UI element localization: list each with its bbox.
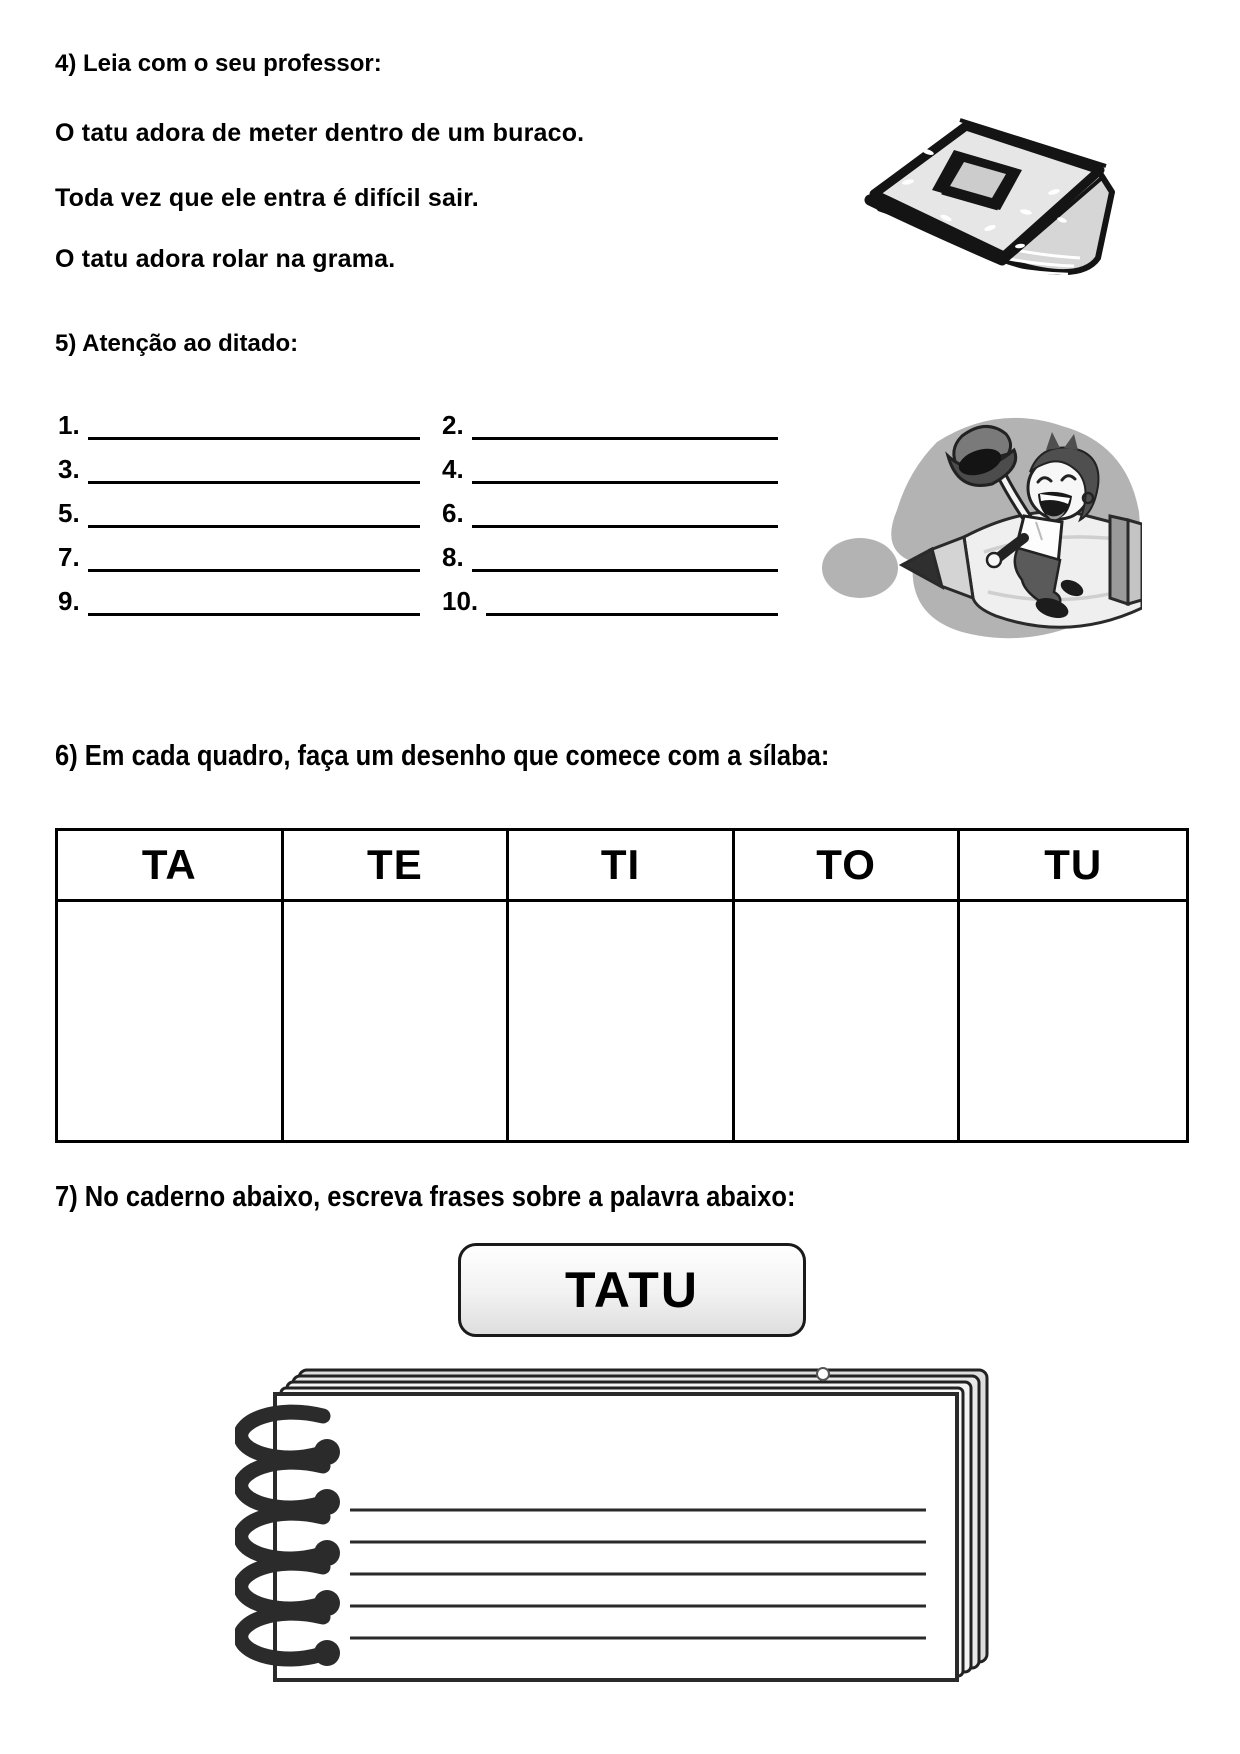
boy-pencil-icon xyxy=(812,390,1142,662)
table-header-cell-to: TO xyxy=(735,831,961,902)
answer-blank xyxy=(472,411,778,440)
answer-blank xyxy=(88,411,420,440)
reading-sentence-3: O tatu adora rolar na grama. xyxy=(55,245,396,273)
dictation-item-10 xyxy=(442,572,800,616)
table-header-cell-ta: TA xyxy=(58,831,284,902)
item-number: 7. xyxy=(58,542,80,572)
answer-blank xyxy=(486,587,778,616)
item-number: 6. xyxy=(442,498,464,528)
tatu-word-label: TATU xyxy=(565,1262,699,1318)
dictation-item-4 xyxy=(442,440,800,484)
question-5-heading: 5) Atenção ao ditado: xyxy=(55,330,299,357)
answer-blank xyxy=(88,499,420,528)
item-number: 2. xyxy=(442,410,464,440)
table-header-cell-ti: TI xyxy=(509,831,735,902)
item-number: 5. xyxy=(58,498,80,528)
syllable-table-body xyxy=(58,902,1186,1140)
item-number: 8. xyxy=(442,542,464,572)
reading-sentence-2: Toda vez que ele entra é difícil sair. xyxy=(55,184,479,212)
drawing-cell-ti xyxy=(509,902,735,1140)
answer-blank xyxy=(472,499,778,528)
drawing-cell-to xyxy=(735,902,961,1140)
dictation-list xyxy=(58,396,800,616)
dictation-item-9 xyxy=(58,572,442,616)
question-6-heading: 6) Em cada quadro, faça um desenho que comece com a sílaba: xyxy=(55,740,830,772)
dictation-item-7 xyxy=(58,528,442,572)
drawing-cell-ta xyxy=(58,902,284,1140)
item-number: 1. xyxy=(58,410,80,440)
answer-blank xyxy=(88,543,420,572)
dictation-item-8 xyxy=(442,528,800,572)
item-number: 3. xyxy=(58,454,80,484)
answer-blank xyxy=(88,455,420,484)
dictation-item-6 xyxy=(442,484,800,528)
answer-blank xyxy=(472,455,778,484)
dictation-item-1 xyxy=(58,396,442,440)
drawing-cell-tu xyxy=(960,902,1186,1140)
dictation-item-2 xyxy=(442,396,800,440)
syllable-table xyxy=(55,828,1189,1143)
dictation-item-5 xyxy=(58,484,442,528)
item-number: 10. xyxy=(442,586,479,616)
table-header-cell-te: TE xyxy=(284,831,510,902)
answer-blank xyxy=(472,543,778,572)
tatu-word-box xyxy=(458,1243,806,1337)
question-4-heading: 4) Leia com o seu professor: xyxy=(55,50,382,77)
dictation-item-3 xyxy=(58,440,442,484)
item-number: 9. xyxy=(58,586,80,616)
notebook-icon xyxy=(235,1362,995,1697)
answer-blank xyxy=(88,587,420,616)
book-icon xyxy=(758,100,1138,308)
question-7-heading: 7) No caderno abaixo, escreva frases sobre a palavra abaixo: xyxy=(55,1181,796,1213)
reading-sentence-1: O tatu adora de meter dentro de um buraco. xyxy=(55,119,585,147)
drawing-cell-te xyxy=(284,902,510,1140)
item-number: 4. xyxy=(442,454,464,484)
table-header-cell-tu: TU xyxy=(960,831,1186,902)
syllable-table-header xyxy=(58,831,1186,902)
